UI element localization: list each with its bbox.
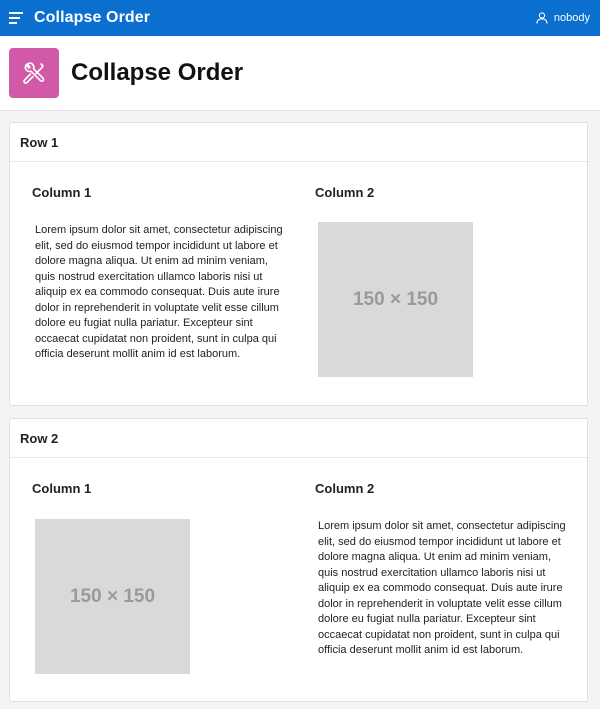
wrench-screwdriver-icon [21, 60, 47, 86]
row-2-region [9, 418, 588, 702]
app-title[interactable]: Collapse Order [34, 9, 151, 26]
image-placeholder-label: 150 × 150 [352, 288, 439, 310]
page-title: Collapse Order [71, 59, 244, 86]
row-2-title: Row 2 [20, 430, 59, 446]
row-2-column-2 [315, 481, 570, 681]
menu-icon[interactable] [9, 12, 23, 24]
row-1-column-2 [315, 185, 570, 385]
row-1-region-header[interactable] [10, 123, 587, 162]
image-placeholder-label: 150 × 150 [69, 585, 156, 607]
page-icon-badge [9, 48, 59, 98]
row-1-column-2-image [318, 222, 473, 377]
row-2-column-1 [32, 481, 287, 681]
user-icon [536, 12, 548, 24]
page-header [0, 36, 600, 111]
top-navigation-bar [0, 0, 600, 36]
user-name: nobody [553, 12, 590, 24]
row-2-column-1-title: Column 1 [32, 481, 92, 496]
row-1-column-1-text: Lorem ipsum dolor sit amet, consectetur adipiscing elit, sed do eiusmod tempor incididunt ut labore et dolore magna aliqua. Ut enim ad minim veniam, quis nostrud exercitation ullamco laboris nisi ut aliquip ex ea commodo consequat. Duis aute irure dolor in reprehenderit in voluptate velit esse cillum dolore eu fugiat nulla pariatur. Excepteur sint occaecat cupidatat non proident, sunt in culpa qui officia deserunt mollit anim id est laborum. [35, 224, 283, 360]
row-1-title: Row 1 [20, 134, 59, 150]
row-2-column-2-text: Lorem ipsum dolor sit amet, consectetur adipiscing elit, sed do eiusmod tempor incididunt ut labore et dolore magna aliqua. Ut enim ad minim veniam, quis nostrud exercitation ullamco laboris nisi ut aliquip ex ea commodo consequat. Duis aute irure dolor in reprehenderit in voluptate velit esse cillum dolore eu fugiat nulla pariatur. Excepteur sint occaecat cupidatat non proident, sunt in culpa qui officia deserunt mollit anim id est laborum. [318, 520, 566, 656]
row-1-column-2-title: Column 2 [315, 185, 375, 200]
content-body [0, 111, 600, 709]
row-1-column-1 [32, 185, 287, 385]
row-1-column-1-title: Column 1 [32, 185, 92, 200]
row-2-region-header[interactable] [10, 419, 587, 458]
row-2-column-2-title: Column 2 [315, 481, 375, 496]
row-1-region [9, 122, 588, 406]
row-2-column-1-image [35, 519, 190, 674]
user-menu[interactable] [536, 10, 590, 26]
